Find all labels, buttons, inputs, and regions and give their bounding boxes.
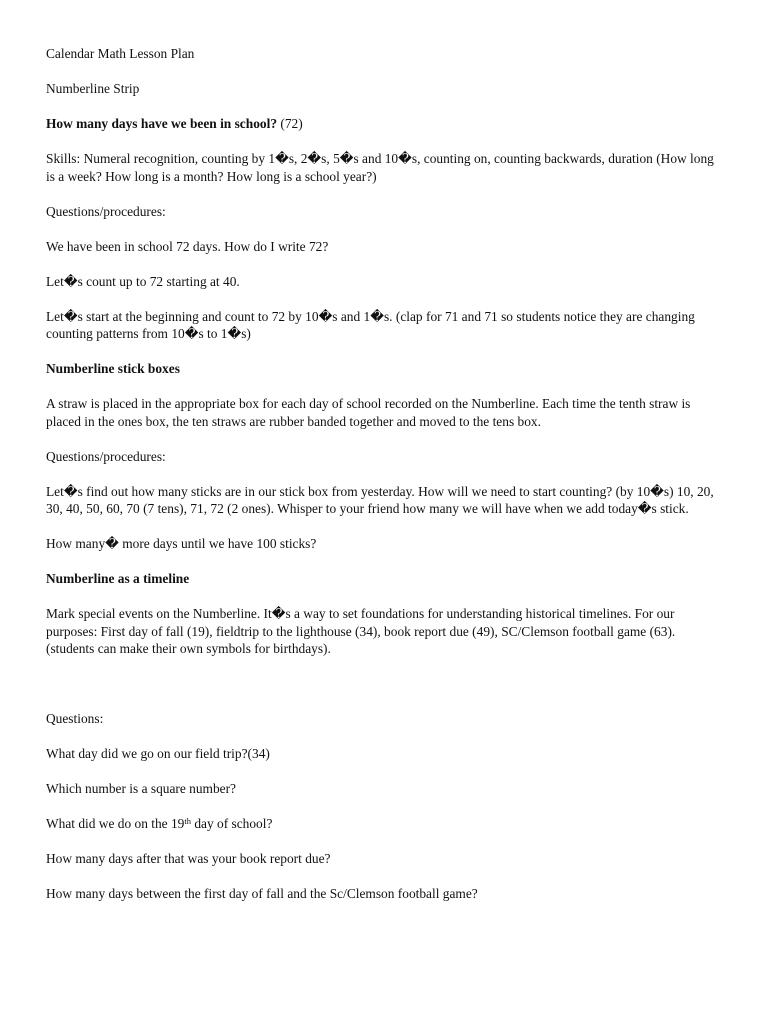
procedure-write-72: We have been in school 72 days. How do I write 72?	[46, 238, 329, 254]
question-19th-day	[46, 815, 726, 833]
question-field-trip: What day did we go on our field trip?(34)	[46, 746, 270, 761]
section-heading-numberline-strip: Numberline Strip	[46, 81, 140, 96]
questions-procedures-label: Questions/procedures:	[46, 203, 166, 219]
questions-label: Questions:	[46, 711, 104, 726]
question-days-between: How many days between the first day of fall and the Sc/Clemson football game?	[46, 886, 478, 901]
ordinal-superscript: th	[184, 816, 191, 826]
straw-paragraph: A straw is placed in the appropriate box for each day of school recorded on the Numberline. Each time the tenth straw is placed in the ones box, the ten straws are rubber banded together and moved to the tens box.	[46, 396, 691, 429]
timeline-paragraph: Mark special events on the Numberline. It�s a way to set foundations for understanding historical timelines. For our purposes: First day of fall (19), fieldtrip to the lighthouse (34), book report due (49), SC/Clemson football game (63). (students can make their own symbols for birthdays).	[46, 606, 676, 656]
procedure-100-sticks: How many� more days until we have 100 sticks?	[46, 536, 317, 551]
main-question	[46, 115, 726, 133]
blank-space	[46, 675, 726, 710]
question-19th-day-text: What did we do on the 19	[46, 816, 185, 831]
question-square-number: Which number is a square number?	[46, 781, 237, 796]
main-question-bold: How many days have we been in school?	[46, 116, 278, 131]
document-title: Calendar Math Lesson Plan	[46, 46, 195, 61]
question-19th-day-text-end: day of school?	[190, 816, 273, 831]
main-question-answer: (72)	[277, 116, 303, 131]
question-book-report: How many days after that was your book report due?	[46, 851, 331, 866]
procedure-count-by-10s: Let�s start at the beginning and count to 72 by 10�s and 1�s. (clap for 71 and 71 so students notice they are changing counting patterns from 10�s to 1�s)	[46, 308, 695, 341]
section-heading-stick-boxes: Numberline stick boxes	[46, 361, 180, 376]
document-page	[46, 45, 726, 920]
procedure-count-sticks: Let�s find out how many sticks are in our stick box from yesterday. How will we need to start counting? (by 10�s) 10, 20, 30, 40, 50, 60, 70 (7 tens), 71, 72 (2 ones). Whisper to your friend how many we will have when we add today�s stick.	[46, 483, 714, 516]
questions-procedures-label: Questions/procedures:	[46, 448, 166, 464]
skills-paragraph: Skills: Numeral recognition, counting by 1�s, 2�s, 5�s and 10�s, counting on, counting backwards, duration (How long is a week? How long is a month? How long is a school year?)	[46, 151, 714, 184]
procedure-count-from-40: Let�s count up to 72 starting at 40.	[46, 273, 240, 289]
section-heading-timeline: Numberline as a timeline	[46, 571, 190, 586]
